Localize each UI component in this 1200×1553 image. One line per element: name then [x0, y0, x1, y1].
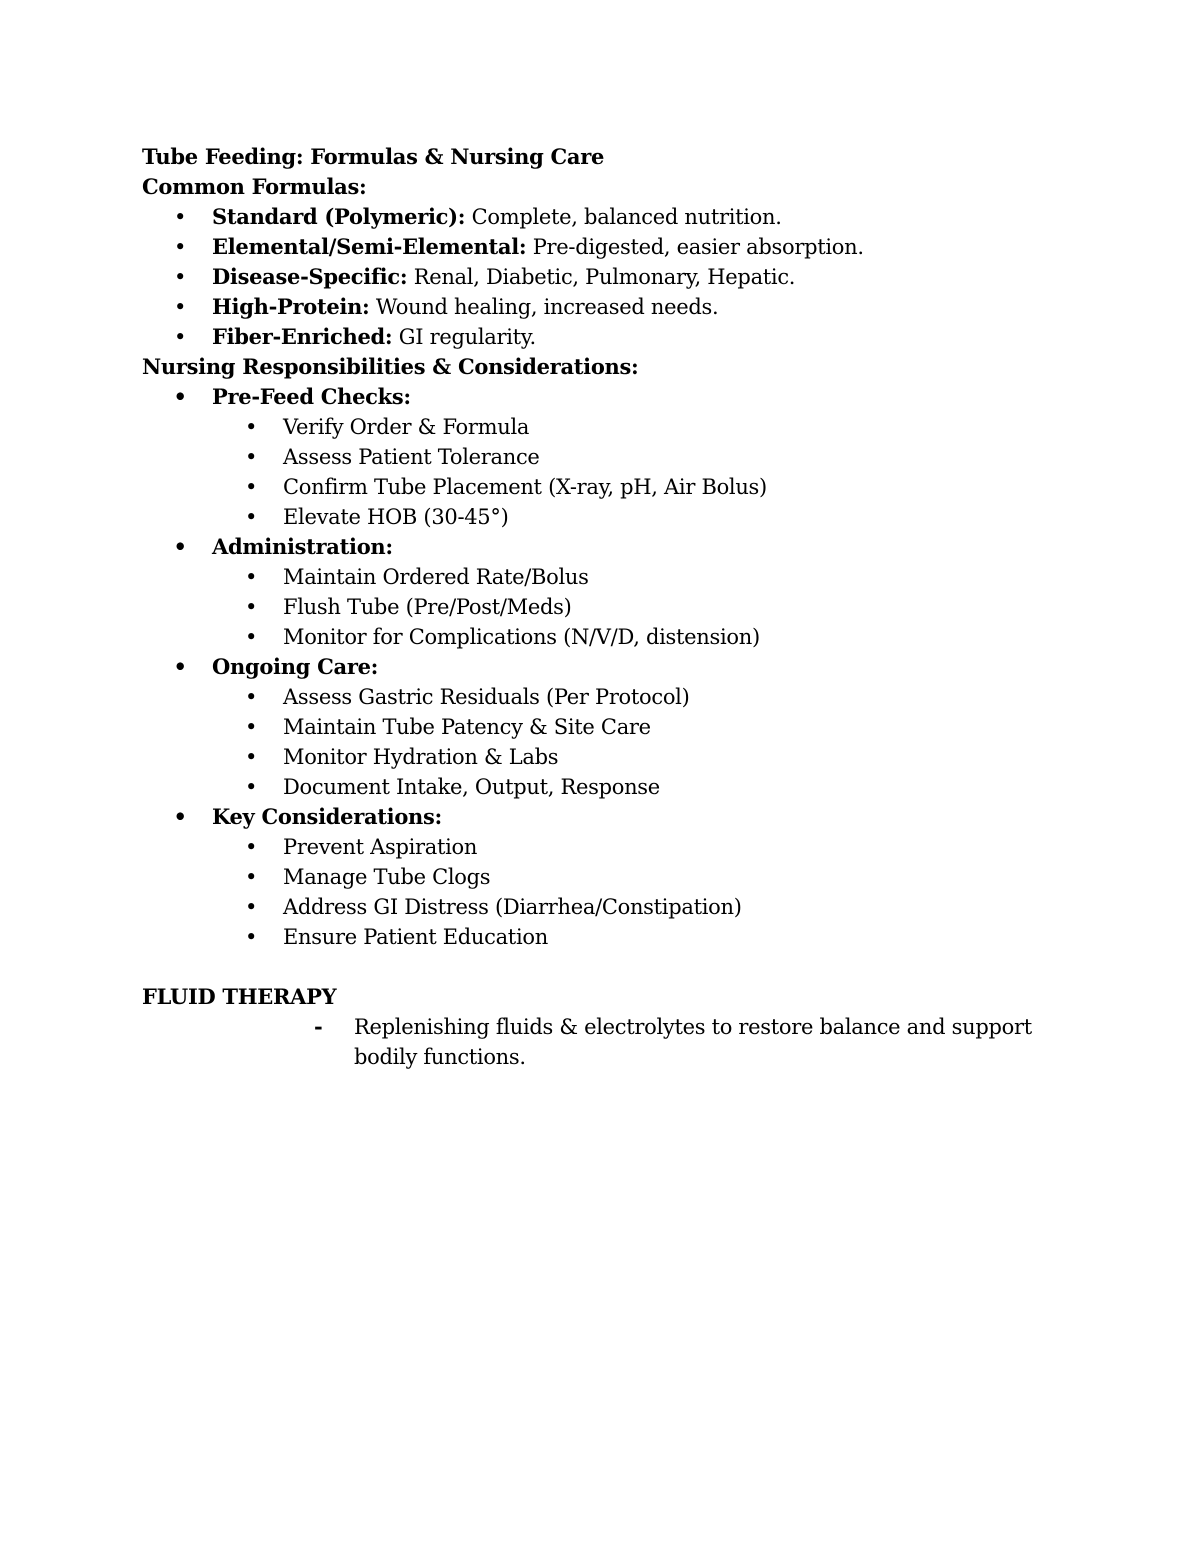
list-item-text: Verify Order & Formula [283, 415, 530, 439]
dash-marker: - [314, 1014, 323, 1039]
list-item [142, 682, 1082, 712]
formula-item [142, 322, 1082, 352]
bullet-icon: • [173, 804, 187, 829]
list-item-text: Elevate HOB (30-45°) [283, 505, 509, 529]
bullet-icon: • [244, 625, 258, 649]
list-item [142, 622, 1082, 652]
bullet-icon: • [173, 295, 187, 319]
list-item-text: Ensure Patient Education [283, 925, 548, 949]
list-item-text: Flush Tube (Pre/Post/Meds) [283, 595, 572, 619]
section-label-text: Ongoing Care: [212, 654, 379, 679]
bullet-icon: • [244, 475, 258, 499]
section-label [142, 382, 1082, 412]
bullet-icon: • [244, 505, 258, 529]
list-item [142, 862, 1082, 892]
formula-item [142, 202, 1082, 232]
section-label [142, 532, 1082, 562]
bullet-icon: • [173, 534, 187, 559]
formula-term: Elemental/Semi-Elemental: [212, 234, 527, 259]
list-item-text: Manage Tube Clogs [283, 865, 491, 889]
bullet-icon: • [173, 654, 187, 679]
formulas-heading: Common Formulas: [142, 174, 367, 199]
list-item [142, 592, 1082, 622]
list-item-text: Assess Patient Tolerance [283, 445, 540, 469]
formula-desc: Renal, Diabetic, Pulmonary, Hepatic. [407, 265, 796, 289]
bullet-icon: • [173, 235, 187, 259]
list-item [142, 562, 1082, 592]
section-label [142, 652, 1082, 682]
blank-line [142, 952, 1082, 982]
bullet-icon: • [244, 895, 258, 919]
section-label-text: Administration: [212, 534, 393, 559]
section-label-text: Pre-Feed Checks: [212, 384, 411, 409]
fluid-therapy-heading: FLUID THERAPY [142, 984, 337, 1009]
bullet-icon: • [244, 415, 258, 439]
formula-desc: Wound healing, increased needs. [369, 295, 719, 319]
bullet-icon: • [244, 445, 258, 469]
nursing-sections-list [142, 382, 1082, 952]
list-item-text: Confirm Tube Placement (X-ray, pH, Air Bolus) [283, 475, 767, 499]
formula-term: Disease-Specific: [212, 264, 408, 289]
formula-term: Fiber-Enriched: [212, 324, 393, 349]
list-item-text: Prevent Aspiration [283, 835, 478, 859]
document-body [142, 142, 1082, 1072]
bullet-icon: • [244, 865, 258, 889]
formulas-list [142, 202, 1082, 352]
bullet-icon: • [244, 715, 258, 739]
bullet-icon: • [244, 565, 258, 589]
list-item [142, 472, 1082, 502]
list-item [142, 442, 1082, 472]
bullet-icon: • [173, 384, 187, 409]
nursing-heading: Nursing Responsibilities & Considerations: [142, 354, 639, 379]
formula-desc: GI regularity. [392, 325, 536, 349]
bullet-icon: • [244, 925, 258, 949]
fluid-therapy-text: Replenishing fluids & electrolytes to restore balance and support bodily functions. [354, 1015, 1032, 1069]
list-item-text: Maintain Ordered Rate/Bolus [283, 565, 589, 589]
list-item-text: Monitor Hydration & Labs [283, 745, 559, 769]
section-label-text: Key Considerations: [212, 804, 442, 829]
section-label [142, 802, 1082, 832]
formula-desc: Complete, balanced nutrition. [465, 205, 782, 229]
list-item-text: Monitor for Complications (N/V/D, distension) [283, 625, 760, 649]
list-item [142, 892, 1082, 922]
bullet-icon: • [244, 835, 258, 859]
formula-item [142, 262, 1082, 292]
formula-item [142, 292, 1082, 322]
bullet-icon: • [173, 265, 187, 289]
bullet-icon: • [244, 745, 258, 769]
bullet-icon: • [173, 325, 187, 349]
list-item [142, 412, 1082, 442]
list-item [142, 922, 1082, 952]
formula-item [142, 232, 1082, 262]
fluid-therapy-item [142, 1012, 1074, 1072]
list-item [142, 742, 1082, 772]
bullet-icon: • [244, 685, 258, 709]
list-item [142, 502, 1082, 532]
list-item-text: Address GI Distress (Diarrhea/Constipation) [283, 895, 742, 919]
bullet-icon: • [173, 205, 187, 229]
list-item-text: Maintain Tube Patency & Site Care [283, 715, 651, 739]
list-item-text: Assess Gastric Residuals (Per Protocol) [283, 685, 690, 709]
document-title: Tube Feeding: Formulas & Nursing Care [142, 144, 605, 169]
list-item [142, 712, 1082, 742]
formula-term: High-Protein: [212, 294, 370, 319]
formula-term: Standard (Polymeric): [212, 204, 466, 229]
list-item [142, 832, 1082, 862]
bullet-icon: • [244, 595, 258, 619]
formula-desc: Pre-digested, easier absorption. [526, 235, 864, 259]
list-item-text: Document Intake, Output, Response [283, 775, 660, 799]
list-item [142, 772, 1082, 802]
bullet-icon: • [244, 775, 258, 799]
